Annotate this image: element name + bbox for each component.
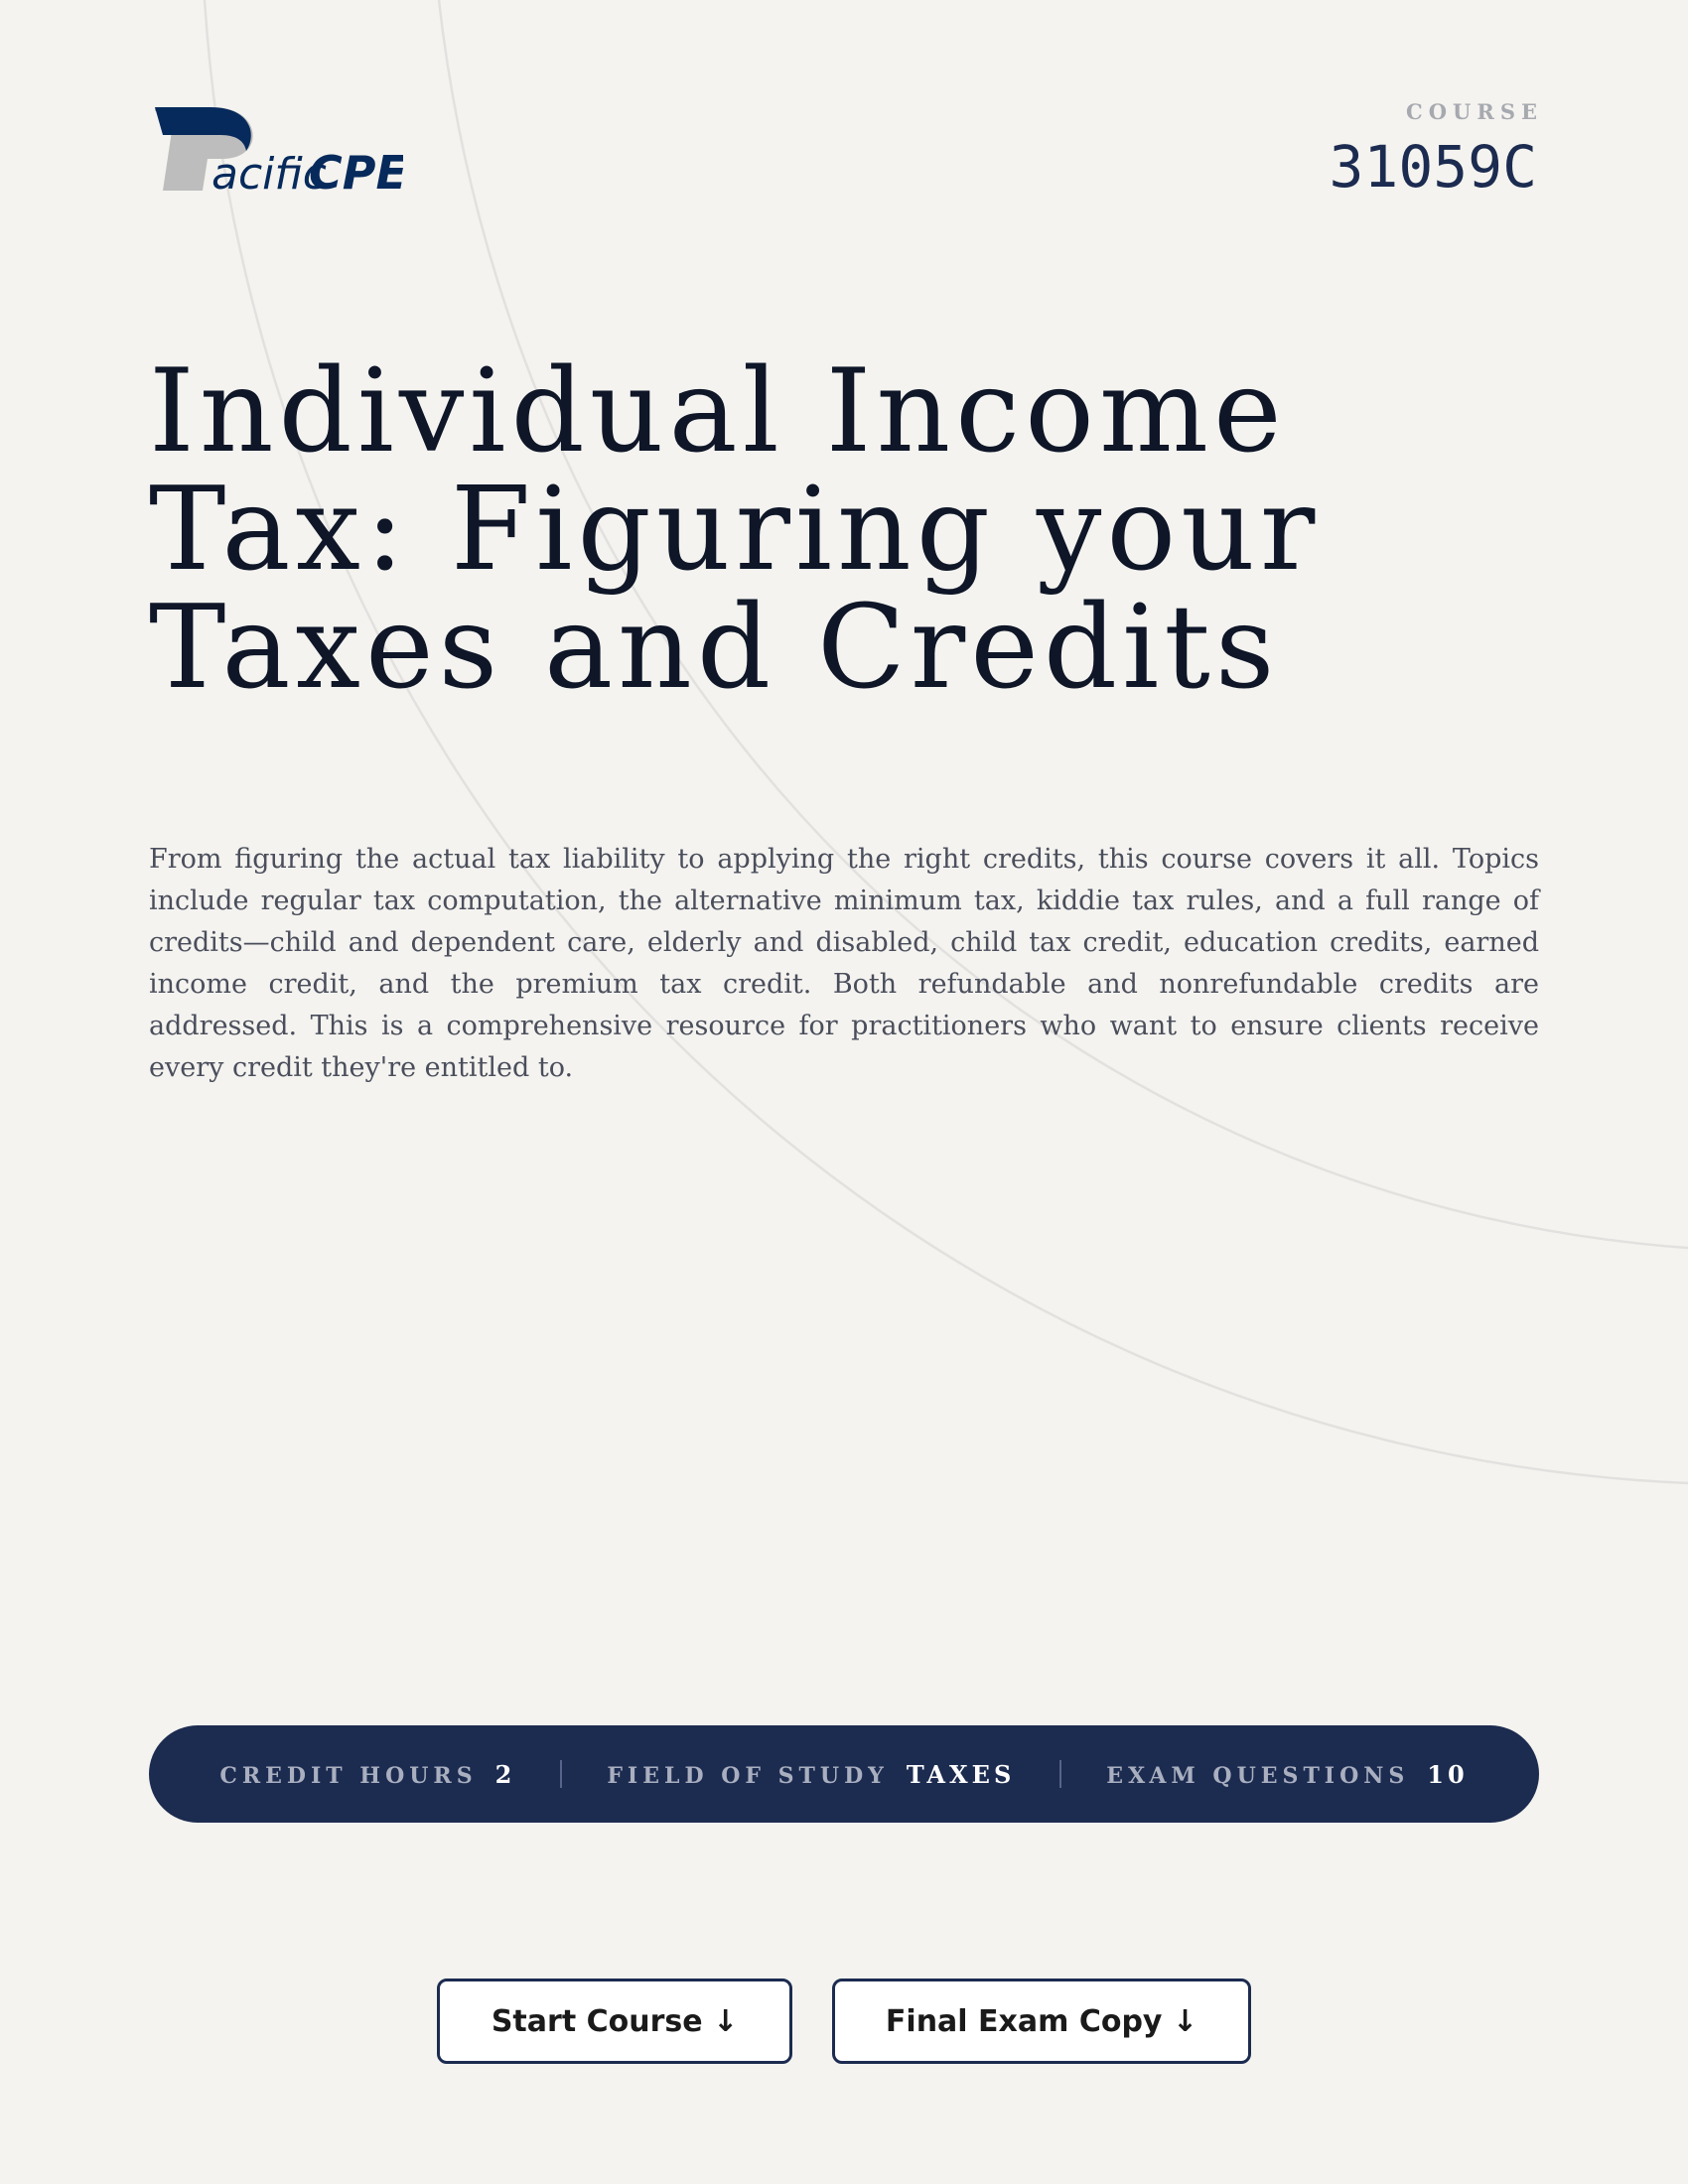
logo-wordmark-suffix: CPE [309, 146, 403, 197]
stat-value: TAXES [906, 1759, 1016, 1789]
stat-label: CREDIT HOURS [219, 1762, 478, 1789]
start-course-button[interactable]: Start Course ↓ [437, 1979, 792, 2064]
course-block [1329, 99, 1543, 201]
action-buttons [0, 1979, 1688, 2064]
stat-label: FIELD OF STUDY [607, 1762, 889, 1789]
stat-field-of-study [587, 1760, 1035, 1789]
stat-credit-hours [200, 1760, 535, 1789]
course-description: From figuring the actual tax liability to applying the right credits, this course covers it all. Topics include regular tax computation, the alternative minimum tax, kiddie tax rules, and a full range of credits—child and dependent care, elderly and disabled, child tax credit, education credits, earned income credit, and the premium tax credit. Both refundable and nonrefundable credits are addressed. This is a comprehensive resource for practitioners who want to ensure clients receive every credit they're entitled to. [149, 844, 1539, 1083]
course-label: COURSE [1406, 99, 1543, 124]
course-info-bar [149, 1725, 1539, 1823]
stat-exam-questions [1086, 1760, 1487, 1789]
stat-value: 10 [1427, 1759, 1469, 1789]
final-exam-copy-button[interactable]: Final Exam Copy ↓ [832, 1979, 1251, 2064]
logo-wordmark-prefix: acific [211, 149, 327, 197]
course-number: 31059C [1329, 133, 1537, 201]
course-title: Individual Income Tax: Figuring your Taxes and Credits [149, 344, 1321, 715]
stat-divider [560, 1760, 562, 1788]
stat-value: 2 [494, 1759, 516, 1789]
pacific-cpe-logo [155, 107, 403, 197]
stat-label: EXAM QUESTIONS [1106, 1762, 1410, 1789]
stat-divider [1059, 1760, 1061, 1788]
